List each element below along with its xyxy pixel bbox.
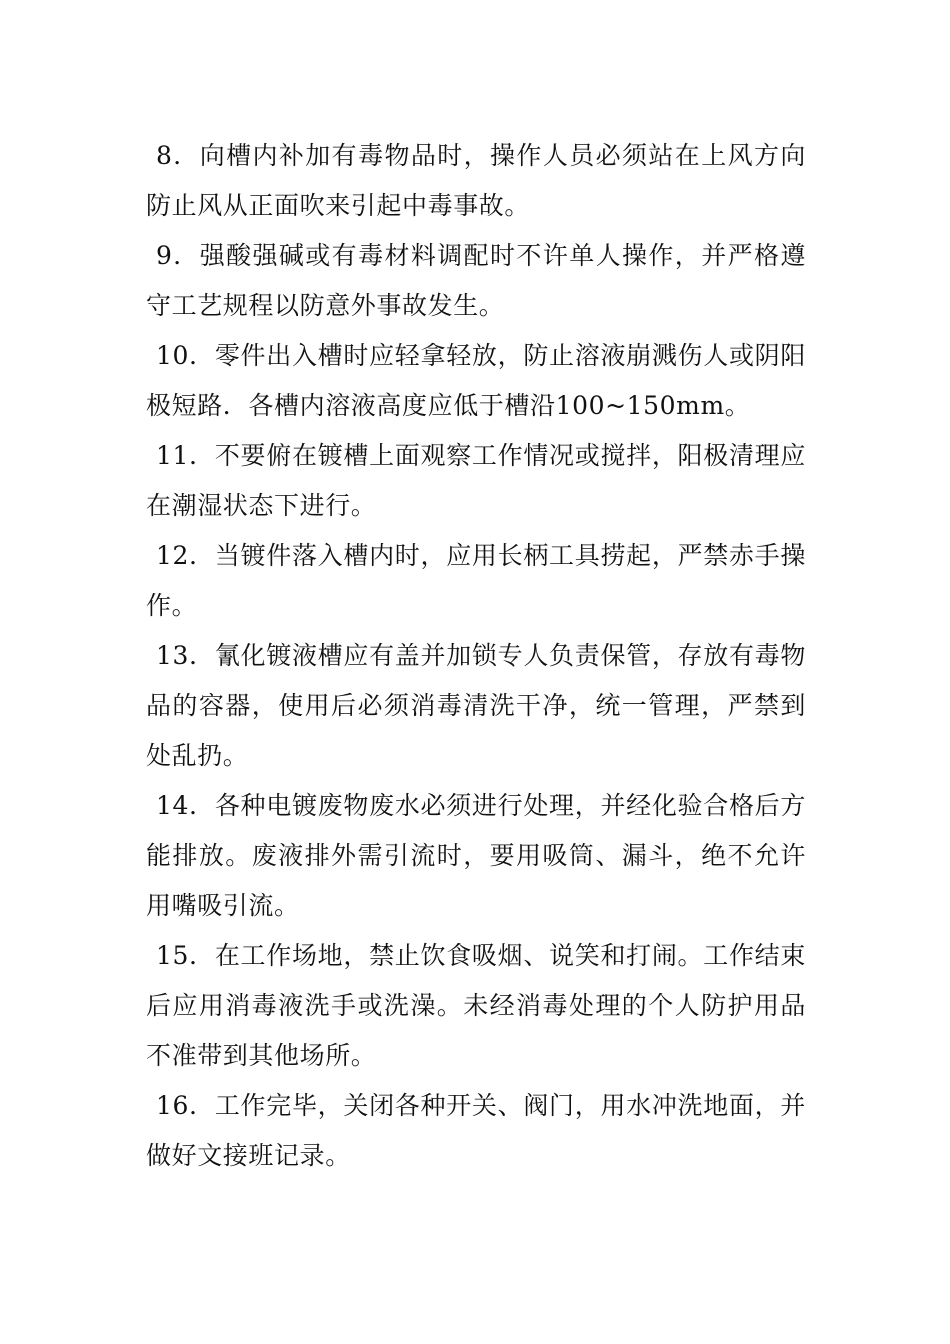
- rule-paragraph-12: 12．当镀件落入槽内时，应用长柄工具捞起，严禁赤手操作。: [146, 541, 806, 620]
- document-body: [146, 131, 806, 1181]
- rule-paragraph-15: 15．在工作场地，禁止饮食吸烟、说笑和打闹。工作结束后应用消毒液洗手或洗澡。未经消毒处理的个人防护用品不准带到其他场所。: [146, 941, 806, 1070]
- rule-paragraph-13: 13．氰化镀液槽应有盖并加锁专人负责保管，存放有毒物品的容器，使用后必须消毒清洗干净，统一管理，严禁到处乱扔。: [146, 641, 806, 770]
- rule-paragraph-8: 8．向槽内补加有毒物品时，操作人员必须站在上风方向防止风从正面吹来引起中毒事故。: [146, 141, 806, 220]
- rule-paragraph-14: 14．各种电镀废物废水必须进行处理，并经化验合格后方能排放。废液排外需引流时，要用吸筒、漏斗，绝不允许用嘴吸引流。: [146, 791, 806, 920]
- rule-paragraph-16: 16．工作完毕，关闭各种开关、阀门，用水冲洗地面，并做好文接班记录。: [146, 1091, 806, 1170]
- rule-paragraph-9: 9．强酸强碱或有毒材料调配时不许单人操作，并严格遵守工艺规程以防意外事故发生。: [146, 241, 806, 320]
- rule-paragraph-10: 10．零件出入槽时应轻拿轻放，防止溶液崩溅伤人或阴阳极短路．各槽内溶液高度应低于槽沿100~150mm。: [146, 341, 806, 420]
- rule-paragraph-11: 11．不要俯在镀槽上面观察工作情况或搅拌，阳极清理应在潮湿状态下进行。: [146, 441, 806, 520]
